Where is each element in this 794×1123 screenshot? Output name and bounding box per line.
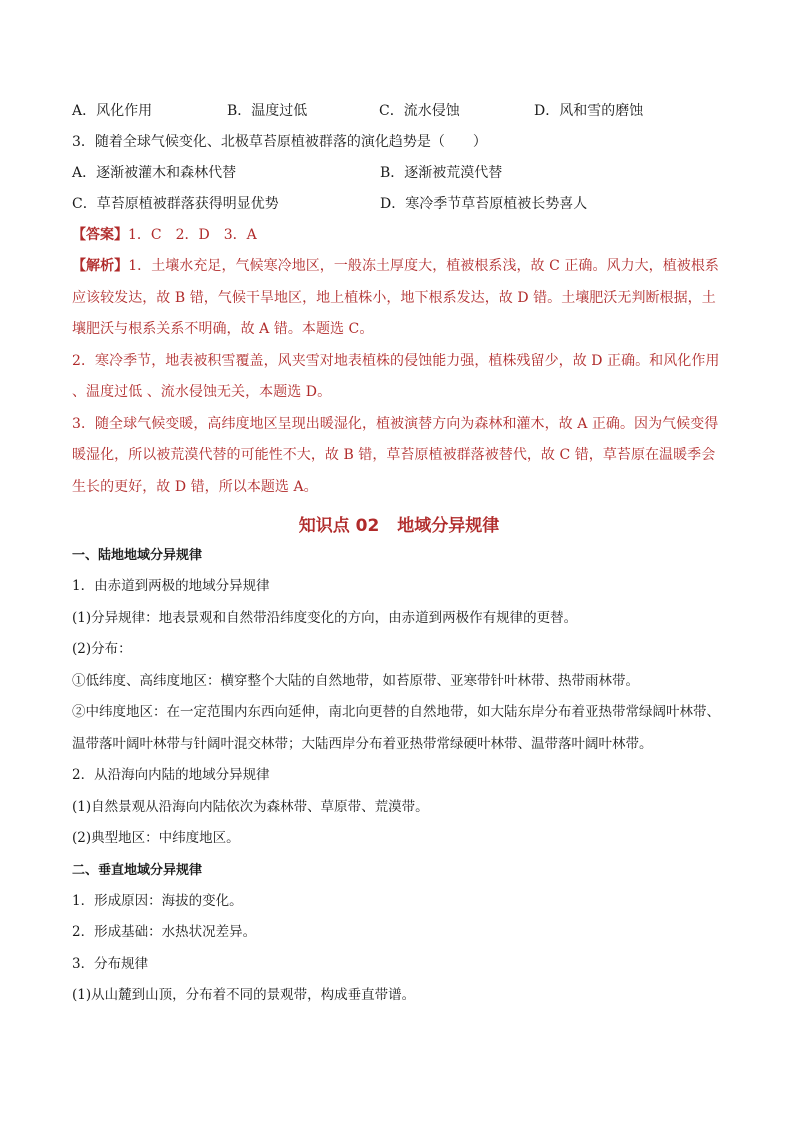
content-line: (1)分异规律：地表景观和自然带沿纬度变化的方向，由赤道到两极作有规律的更替。 — [72, 609, 578, 626]
analysis-tag: 【解析】 — [72, 258, 129, 274]
option-b: B．逐渐被荒漠代替 — [380, 165, 503, 181]
prev-question-options — [72, 96, 726, 127]
question-3-stem: 3．随着全球气候变化、北极草苔原植被群落的演化趋势是（ ） — [72, 134, 487, 150]
option-a: A．逐渐被灌木和森林代替 — [72, 165, 237, 181]
content-paragraph: ②中纬度地区：在一定范围内东西向延伸，南北向更替的自然地带，如大陆东岸分布着亚热带常绿阔叶林带、温带落叶阔叶林带与针阔叶混交林带；大陆西岸分布着亚热带常绿硬叶林带、温带落叶阔叶林带。 — [72, 704, 720, 752]
option-c: C．草苔原植被群落获得明显优势 — [72, 196, 279, 212]
content-line: 2．形成基础：水热状况差异。 — [72, 924, 257, 940]
analysis-text-1: 1．土壤水充足，气候寒冷地区，一般冻土厚度大，植被根系浅，故 C 正确。风力大，植被根系应该较发达，故 B 错，气候干旱地区，地上植株小，地下根系发达，故 D 错。土壤肥沃无判断根据，土壤肥沃与根系关系不明确，故 A 错。本题选 C。 — [72, 258, 719, 337]
section-title — [72, 511, 726, 536]
analysis-paragraph-1 — [72, 251, 726, 346]
heading-vertical-differentiation: 二、垂直地域分异规律 — [72, 862, 203, 878]
option-a: A．风化作用 — [72, 103, 153, 119]
option-d: D．风和雪的磨蚀 — [534, 103, 644, 119]
content-line: (2)典型地区：中纬度地区。 — [72, 830, 240, 846]
document-page — [72, 96, 726, 1012]
content-line: ①低纬度、高纬度地区：横穿整个大陆的自然地带，如苔原带、亚寒带针叶林带、热带雨林带。 — [72, 672, 639, 689]
heading-land-differentiation: 一、陆地地域分异规律 — [72, 548, 203, 563]
section-name: 地域分异规律 — [397, 516, 500, 536]
analysis-paragraph-2: 2．寒冷季节，地表被积雪覆盖，风夹雪对地表植株的侵蚀能力强，植株残留少，故 D 正确。和风化作用 、温度过低 、流水侵蚀无关，本题选 D。 — [72, 352, 720, 400]
option-b: B．温度过低 — [227, 103, 308, 119]
question-3-options-row2 — [72, 189, 726, 220]
answer-text: 1．C 2．D 3．A — [128, 227, 257, 243]
section-number: 知识点 02 — [298, 516, 380, 536]
content-line: (1)自然景观从沿海向内陆依次为森林带、草原带、荒漠带。 — [72, 798, 429, 815]
content-line: 2．从沿海向内陆的地域分异规律 — [72, 767, 270, 783]
content-line: 3．分布规律 — [72, 955, 149, 972]
content-line: (2)分布： — [72, 641, 132, 657]
option-d: D．寒冷季节草苔原植被长势喜人 — [380, 196, 588, 212]
answer-line — [72, 220, 726, 251]
analysis-paragraph-3: 3．随全球气候变暖，高纬度地区呈现出暖湿化，植被演替方向为森林和灌木，故 A 正确。因为气候变得暖湿化，所以被荒漠代替的可能性不大，故 B 错，草苔原植被群落被替代，故 C 错，草苔原在温暖季会生长的更好，故 D 错，所以本题选 A。 — [72, 415, 719, 495]
answer-tag: 【答案】 — [72, 227, 128, 243]
question-3-options-row1 — [72, 158, 726, 189]
content-line: (1)从山麓到山顶，分布着不同的景观带，构成垂直带谱。 — [72, 987, 416, 1003]
option-c: C．流水侵蚀 — [379, 103, 460, 119]
content-line: 1．由赤道到两极的地域分异规律 — [72, 578, 270, 594]
content-line: 1．形成原因：海拔的变化。 — [72, 892, 243, 909]
